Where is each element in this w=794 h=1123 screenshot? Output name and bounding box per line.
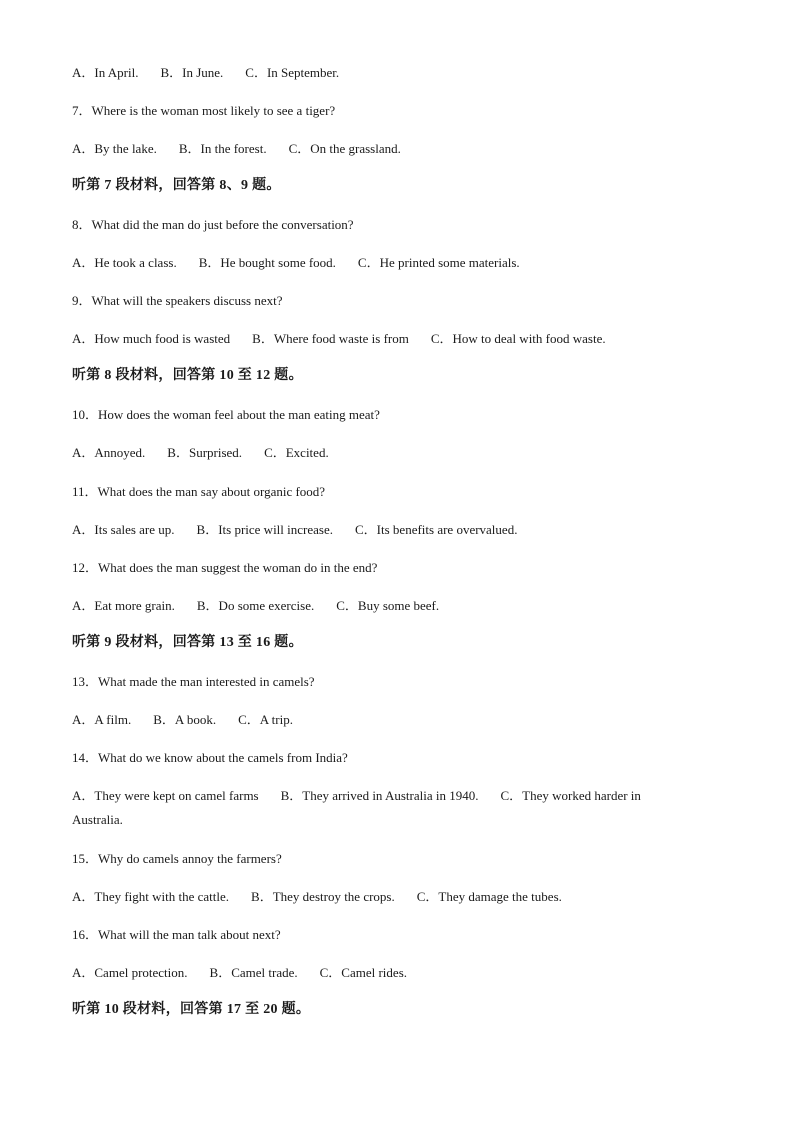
option-c: C．Buy some beef. — [336, 598, 440, 613]
option-b: B．Surprised. — [167, 445, 243, 460]
option-c: C．He printed some materials. — [357, 255, 520, 270]
option-a: A．Camel protection. — [72, 965, 188, 980]
option-c: C．They worked harder in Australia. — [72, 788, 641, 827]
question-7: 7．Where is the woman most likely to see a tiger? — [72, 103, 336, 118]
option-b: B．A book. — [153, 712, 217, 727]
section-heading-9: 听第 9 段材料，回答第 13 至 16 题。 — [72, 635, 303, 650]
option-a: A．By the lake. — [72, 141, 157, 156]
option-c: C．Camel rides. — [319, 965, 408, 980]
section-heading-10: 听第 10 段材料，回答第 17 至 20 题。 — [72, 1002, 311, 1017]
option-a: A．He took a class. — [72, 255, 177, 270]
option-c: C．Its benefits are overvalued. — [355, 522, 518, 537]
option-b: B．Where food waste is from — [252, 331, 409, 346]
option-c: C．A trip. — [238, 712, 293, 727]
question-10: 10．How does the woman feel about the man eating meat? — [72, 407, 380, 422]
option-a: A．In April. — [72, 65, 139, 80]
option-a: A．They were kept on camel farms — [72, 788, 259, 803]
question-11: 11．What does the man say about organic food? — [72, 484, 326, 499]
question-13: 13．What made the man interested in camels? — [72, 674, 315, 689]
option-b: B．In the forest. — [178, 141, 267, 156]
question-9: 9．What will the speakers discuss next? — [72, 293, 283, 308]
option-b: B．He bought some food. — [198, 255, 336, 270]
question-16-options — [72, 965, 407, 981]
option-b: B．They destroy the crops. — [251, 889, 395, 904]
option-b: B．Do some exercise. — [196, 598, 315, 613]
option-c: C．Excited. — [264, 445, 329, 460]
question-9-options — [72, 331, 606, 347]
option-a: A．Its sales are up. — [72, 522, 175, 537]
section-heading-7: 听第 7 段材料，回答第 8、9 题。 — [72, 178, 281, 193]
question-15-options — [72, 889, 562, 905]
option-b: B．They arrived in Australia in 1940. — [280, 788, 479, 803]
option-a: A．A film. — [72, 712, 132, 727]
question-7-options — [72, 141, 401, 157]
option-a: A．How much food is wasted — [72, 331, 231, 346]
option-a: A．Eat more grain. — [72, 598, 175, 613]
option-c: C．On the grassland. — [288, 141, 401, 156]
section-heading-8: 听第 8 段材料，回答第 10 至 12 题。 — [72, 368, 303, 383]
option-c: C．In September. — [245, 65, 340, 80]
option-a: A．They fight with the cattle. — [72, 889, 230, 904]
question-12: 12．What does the man suggest the woman do in the end? — [72, 560, 378, 575]
question-14: 14．What do we know about the camels from India? — [72, 750, 348, 765]
question-13-options — [72, 712, 293, 728]
question-10-options — [72, 445, 329, 461]
question-15: 15．Why do camels annoy the farmers? — [72, 851, 282, 866]
option-a: A．Annoyed. — [72, 445, 146, 460]
option-c: C．How to deal with food waste. — [430, 331, 606, 346]
question-14-options — [72, 784, 692, 832]
option-b: B．In June. — [160, 65, 224, 80]
question-12-options — [72, 598, 439, 614]
question-8-options — [72, 255, 520, 271]
option-c: C．They damage the tubes. — [416, 889, 562, 904]
option-b: B．Camel trade. — [209, 965, 298, 980]
question-16: 16．What will the man talk about next? — [72, 927, 281, 942]
question-11-options — [72, 522, 517, 538]
question-6-options — [72, 65, 339, 81]
option-b: B．Its price will increase. — [196, 522, 333, 537]
question-8: 8．What did the man do just before the conversation? — [72, 217, 354, 232]
